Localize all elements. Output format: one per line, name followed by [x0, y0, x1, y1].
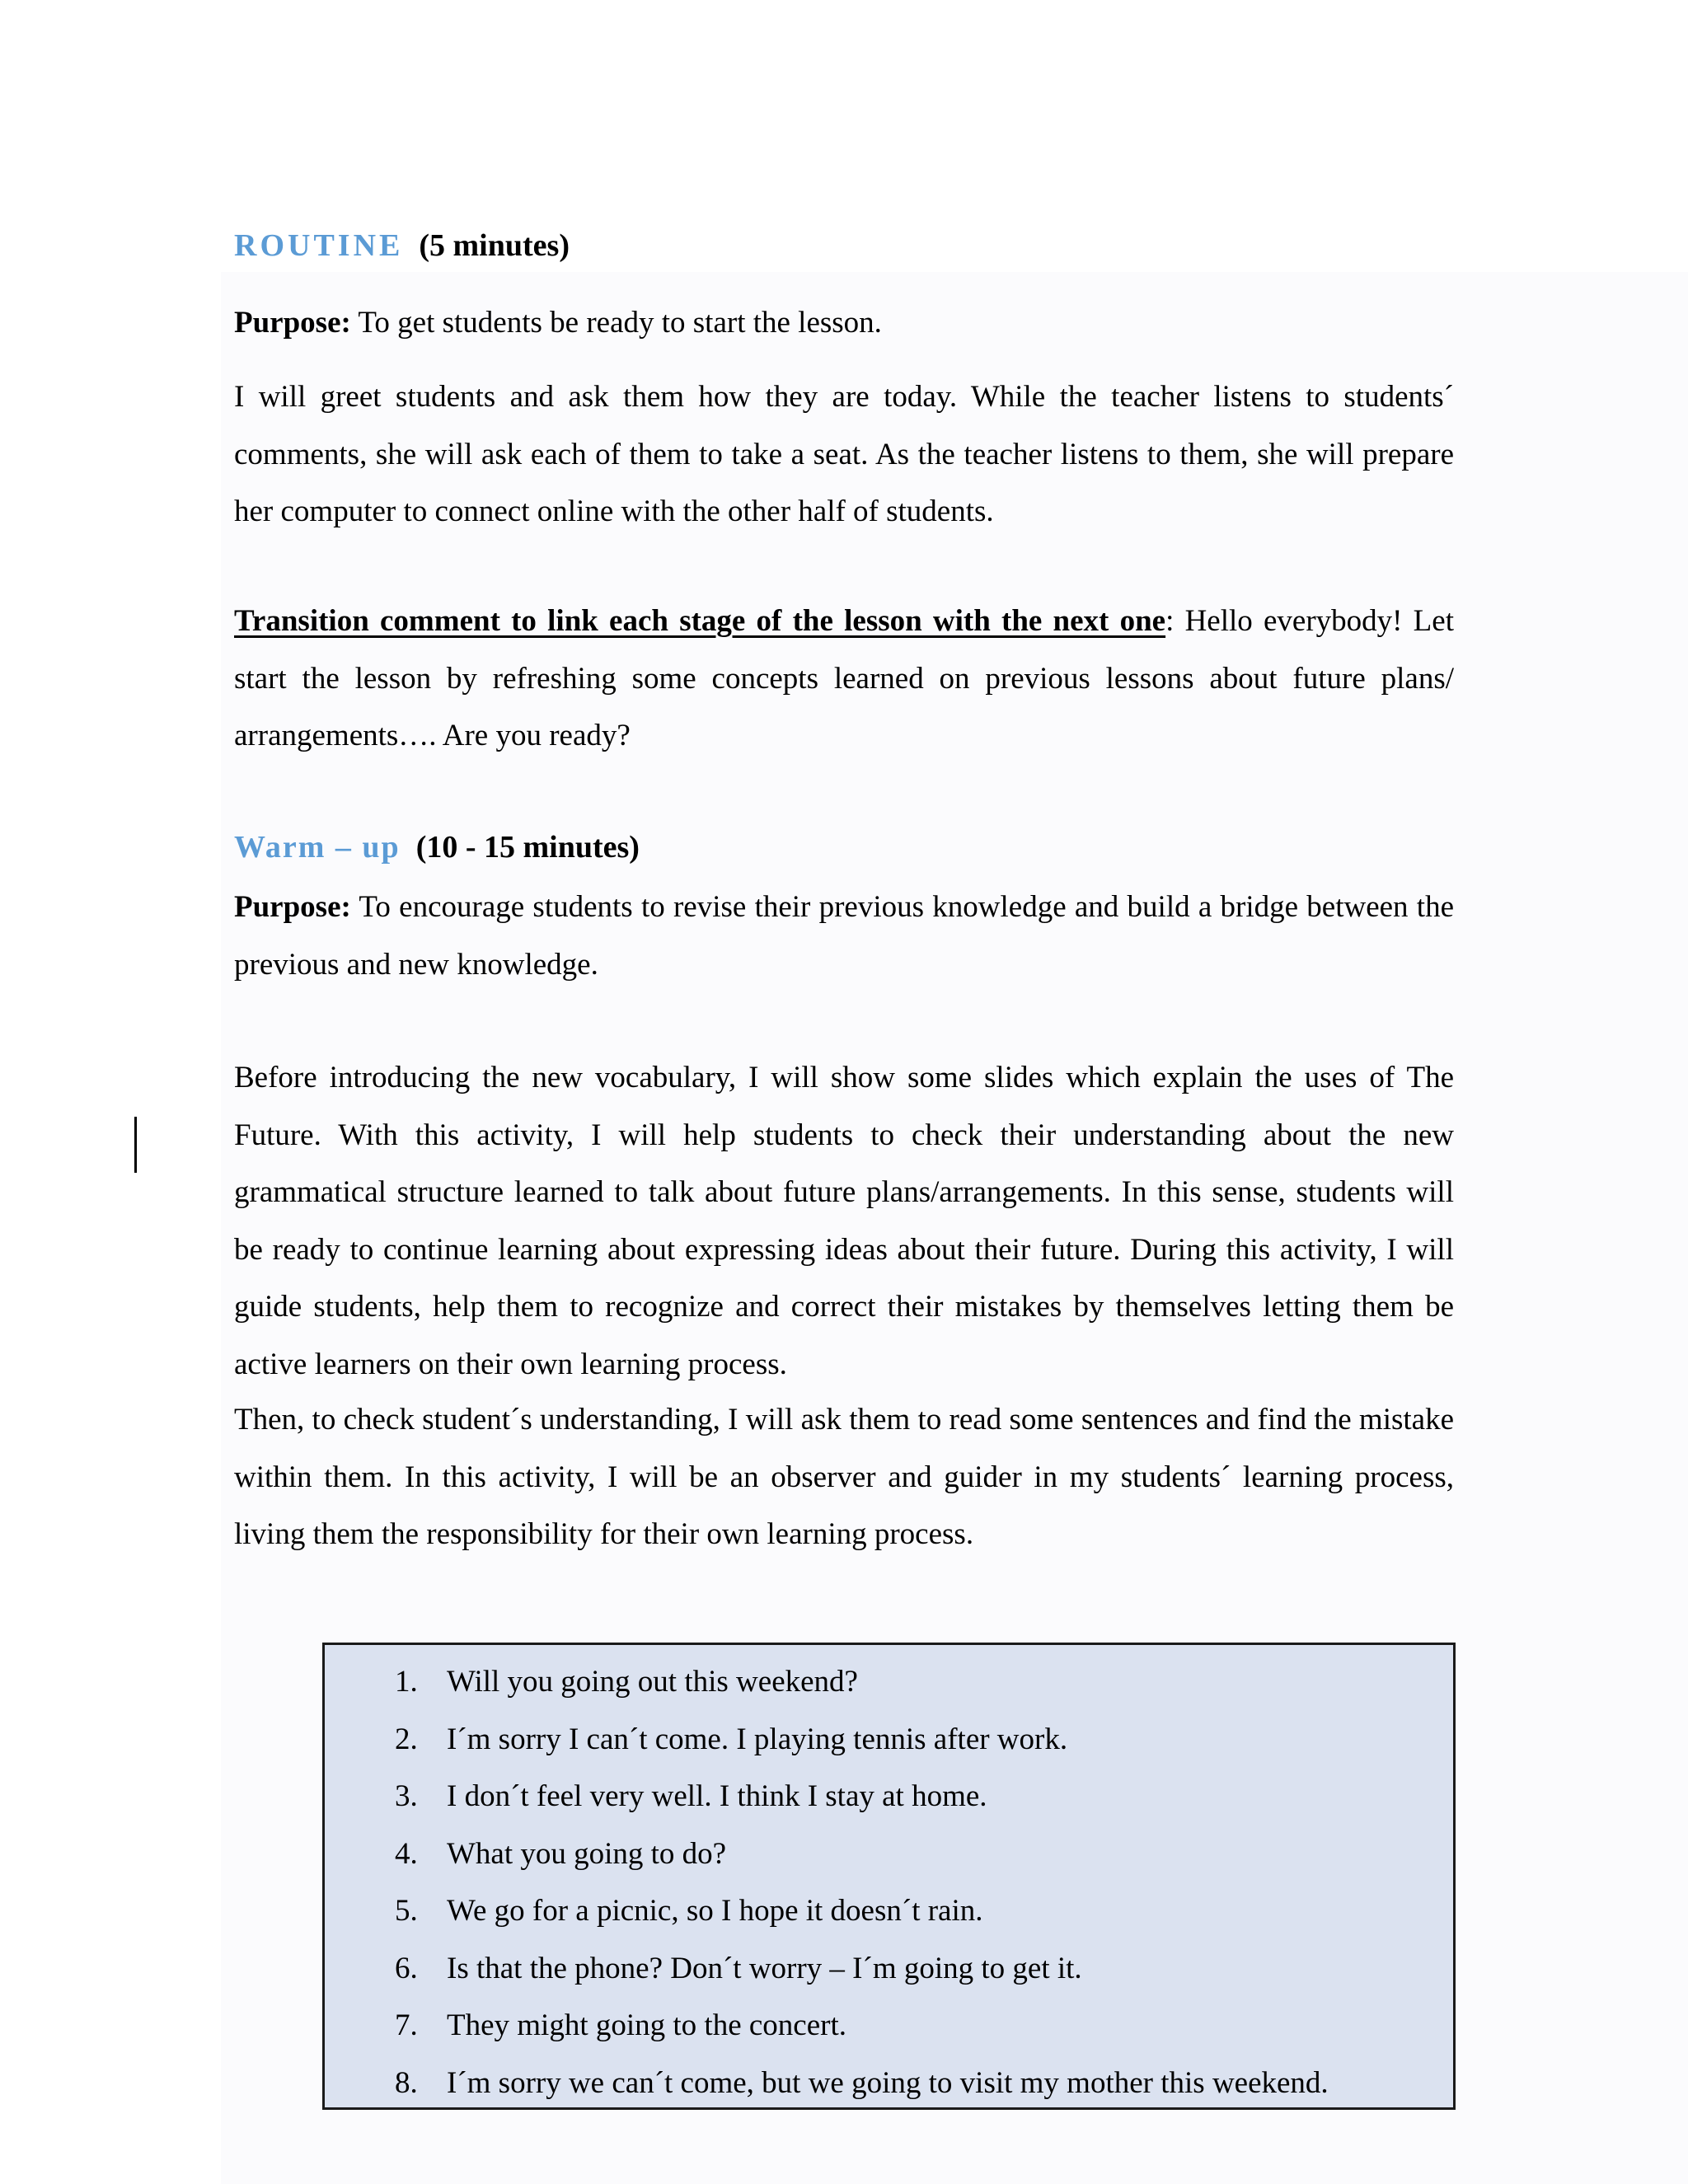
- routine-duration: (5 minutes): [419, 228, 570, 263]
- exercise-item-text: They might going to the concert.: [447, 2008, 846, 2042]
- exercise-box: [322, 1643, 1456, 2110]
- exercise-item: [325, 1825, 1453, 1883]
- routine-paragraph: I will greet students and ask them how they are today. While the teacher listens to students´ comments, she will ask each of them to take a seat. As the teacher listens to them, she will prepare her computer to connect online with the other half of students.: [234, 380, 1454, 528]
- exercise-item-number: 3.: [395, 1779, 418, 1813]
- exercise-item-number: 1.: [395, 1665, 418, 1699]
- warmup-purpose-text: To encourage students to revise their previous knowledge and build a bridge between the previous and new knowledge.: [234, 890, 1454, 982]
- routine-purpose: [234, 294, 1454, 352]
- routine-purpose-text: To get students be ready to start the lesson.: [350, 306, 882, 340]
- exercise-item-text: We go for a picnic, so I hope it doesn´t rain.: [447, 1894, 983, 1928]
- exercise-item: [325, 2055, 1453, 2112]
- exercise-item-number: 4.: [395, 1836, 418, 1871]
- exercise-item: [325, 1768, 1453, 1825]
- exercise-item-text: I don´t feel very well. I think I stay at home.: [447, 1779, 987, 1813]
- routine-heading: [234, 225, 1454, 266]
- routine-label: ROUTINE: [234, 228, 404, 263]
- exercise-item: [325, 1711, 1453, 1769]
- exercise-list: [325, 1653, 1453, 2111]
- text-cursor-marker: [134, 1117, 137, 1173]
- exercise-item-number: 5.: [395, 1894, 418, 1928]
- exercise-item-number: 7.: [395, 2008, 418, 2042]
- transition-text: : Hello everybody! Let start the lesson by refreshing some concepts learned on previous lessons about future plans/ arrangements…. Are you ready?: [234, 604, 1454, 752]
- exercise-item: [325, 1882, 1453, 1940]
- warmup-label: Warm – up: [234, 830, 401, 865]
- exercise-item-number: 2.: [395, 1722, 418, 1756]
- warmup-purpose: [234, 879, 1454, 993]
- warmup-heading: [234, 827, 1454, 868]
- warmup-paragraph-2: Then, to check student´s understanding, I will ask them to read some sentences and find the mistake within them. In this activity, I will be an observer and guider in my students´ learning process, living them the responsibility for their own learning process.: [234, 1403, 1454, 1551]
- warmup-purpose-label: Purpose:: [234, 890, 351, 924]
- exercise-item: [325, 1997, 1453, 2055]
- exercise-item-text: What you going to do?: [447, 1836, 727, 1871]
- exercise-item-number: 6.: [395, 1951, 418, 1985]
- exercise-item-text: I´m sorry I can´t come. I playing tennis after work.: [447, 1722, 1068, 1756]
- exercise-item-text: Will you going out this weekend?: [447, 1665, 858, 1699]
- exercise-item-text: I´m sorry we can´t come, but we going to visit my mother this weekend.: [447, 2065, 1329, 2100]
- transition-title: Transition comment to link each stage of the lesson with the next one: [234, 604, 1166, 638]
- transition-paragraph: [234, 593, 1454, 765]
- routine-purpose-label: Purpose:: [234, 306, 351, 340]
- exercise-item: [325, 1653, 1453, 1711]
- exercise-item: [325, 1940, 1453, 1998]
- warmup-paragraph-1: Before introducing the new vocabulary, I will show some slides which explain the uses of The Future. With this activity, I will help students to check their understanding about the new grammatical structure learned to talk about future plans/arrangements. In this sense, students will be ready to continue learning about expressing ideas about their future. During this activity, I will guide students, help them to recognize and correct their mistakes by themselves letting them be active learners on their own learning process.: [234, 1061, 1454, 1381]
- warmup-duration: (10 - 15 minutes): [415, 830, 640, 865]
- exercise-item-number: 8.: [395, 2065, 418, 2100]
- exercise-item-text: Is that the phone? Don´t worry – I´m going to get it.: [447, 1951, 1082, 1985]
